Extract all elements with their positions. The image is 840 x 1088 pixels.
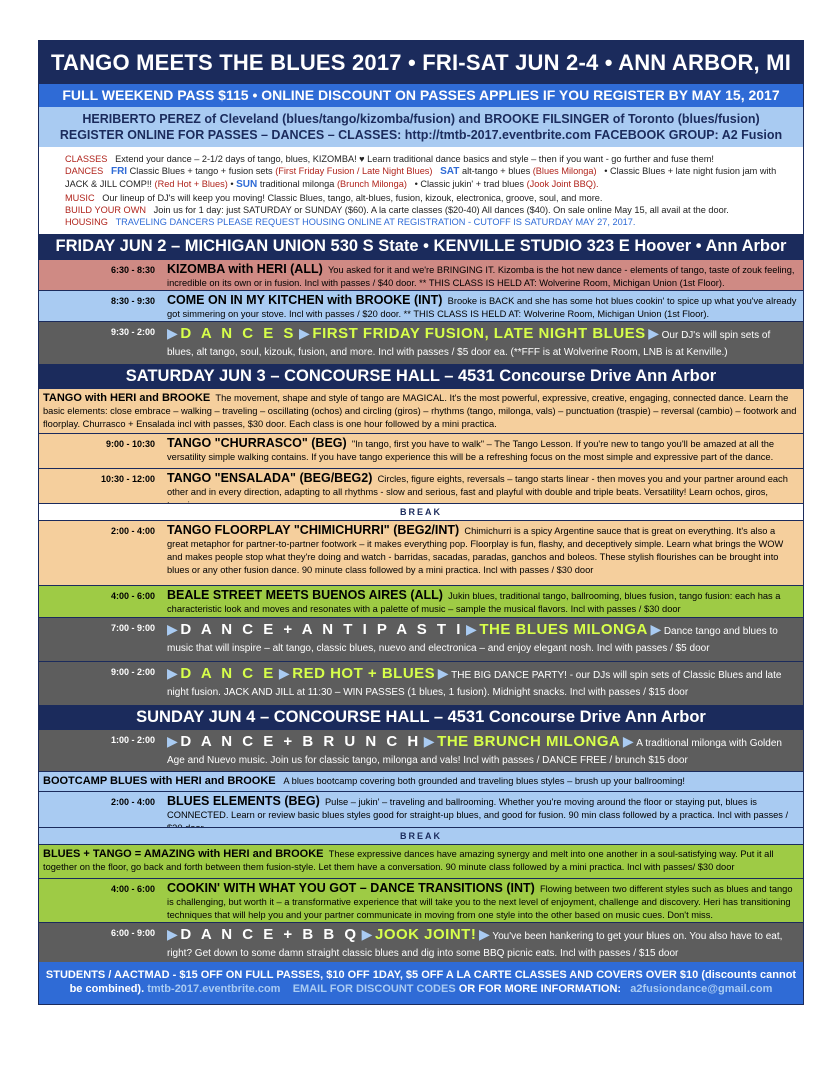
fri-label: FRI bbox=[110, 166, 128, 178]
event-time: 8:30 - 9:30 bbox=[110, 296, 155, 307]
sunday-brunch bbox=[39, 730, 803, 771]
classes-text: Extend your dance – 2-1/2 days of tango, blues, KIZOMBA! ♥ Learn traditional dance basics and style – then if you want - go further and fuse them! bbox=[115, 154, 714, 164]
event-time: 9:00 - 2:00 bbox=[110, 667, 155, 678]
event-time: 6:30 - 8:30 bbox=[110, 265, 155, 276]
sat-text: alt-tango + blues bbox=[461, 166, 531, 177]
sun-event-2: (Jook Joint BBQ). bbox=[526, 179, 599, 190]
sunday-break: BREAK bbox=[39, 827, 803, 844]
arrow-right-icon: ▶ bbox=[167, 733, 178, 750]
arrow-right-icon: ▶ bbox=[299, 325, 310, 342]
event-title: BLUES ELEMENTS (BEG) bbox=[167, 794, 320, 809]
sun-text: traditional milonga bbox=[259, 179, 335, 190]
fri-text: Classic Blues + tango + fusion sets bbox=[129, 166, 273, 177]
sun-label: SUN bbox=[236, 179, 258, 191]
event-title: KIZOMBA with HERI (ALL) bbox=[167, 262, 323, 277]
event-desc: These expressive dances have amazing synergy and melt into one another in a soul-satisfying way. Put it all together on the floor, go back and forth between them fusion-style. Let them have a conversation. 90 minute class followed by a mini practica. Incl with passes/ $30 door bbox=[43, 849, 774, 873]
dance-word: D A N C E + B R U N C H bbox=[180, 733, 422, 751]
event-title: TANGO "ENSALADA" (BEG/BEG2) bbox=[167, 471, 373, 486]
saturday-ensalada bbox=[39, 468, 803, 503]
event-title: TANGO "CHURRASCO" (BEG) bbox=[167, 436, 347, 451]
event-title: COOKIN' WITH WHAT YOU GOT – DANCE TRANSITIONS (INT) bbox=[167, 881, 535, 896]
music-text: Our lineup of DJ's will keep you moving! Classic Blues, tango, alt-blues, fusion, kizouk, electronica, groove, soul, and more. bbox=[102, 192, 603, 203]
arrow-right-icon: ▶ bbox=[437, 665, 449, 682]
email-discount-label: EMAIL FOR DISCOUNT CODES bbox=[292, 983, 456, 996]
event-title: TANGO with HERI and BROOKE bbox=[43, 392, 211, 405]
hosts-line: HERIBERTO PEREZ of Cleveland (blues/tango/kizomba/fusion) and BROOKE FILSINGER of Toronto (blues/fusion) bbox=[82, 112, 760, 126]
friday-kitchen bbox=[39, 290, 803, 321]
saturday-blues-milonga bbox=[39, 617, 803, 661]
arrow-right-icon: ▶ bbox=[478, 926, 490, 943]
event-title: THE BLUES MILONGA bbox=[479, 621, 648, 639]
event-desc: Chimichurri is a spicy Argentine sauce that is great on everything. It's also a great metaphor for partner-to-partner footwork – it makes everything pop. Floorplay is fun, flashy, and deceptively simple. Learn what brings the WOW and makes people stop what they're doing and watch - barridas, sacadas, paradas, ganchos and boleos. These stylish flourishes can be brought into blues or any other fusion dance. 90 minute class followed by a mini practica. Incl with passes / $30 door bbox=[167, 526, 784, 576]
sat-event: (Blues Milonga) bbox=[532, 166, 597, 177]
sat-text-2: • Classic Blues + late night fusion jam with JACK & JILL COMP!! bbox=[65, 166, 777, 190]
event-desc: Flowing between two different styles such as blues and tango is challenging, but worth it – a transformative experience that will take you to the next level of enjoyment, challenge and discovery. Heri has transitioning techniques that will help you and your partner communicate in moving from one style into the other based on music cues. Don't miss. bbox=[167, 884, 793, 921]
more-info-label: OR FOR MORE INFORMATION: bbox=[458, 983, 622, 996]
event-desc: You asked for it and we're BRINGING IT. Kizomba is the hot new dance - elements of tango, taste of zouk feeling, incredible on its own or in fusion. Incl with passes / $40 door. ** THIS CLASS IS HELD AT: Wolverine Room, Michigan Union (1st Floor). bbox=[167, 265, 795, 289]
housing-label: HOUSING bbox=[65, 217, 108, 228]
sat-label: SAT bbox=[440, 166, 460, 178]
arrow-right-icon: ▶ bbox=[167, 665, 178, 682]
friday-dances bbox=[39, 321, 803, 364]
event-desc: THE BIG DANCE PARTY! - our DJs will spin sets of Classic Blues and late night fusion. JACK AND JILL at 11:30 – WIN PASSES (1 blues, 1 fusion). Midnight snacks. Incl with passes / $15 door bbox=[167, 670, 782, 699]
arrow-right-icon: ▶ bbox=[648, 325, 660, 342]
dance-word: D A N C E + A N T I P A S T I bbox=[180, 621, 464, 639]
dance-word: D A N C E + B B Q bbox=[180, 926, 360, 944]
event-desc: Brooke is BACK and she has some hot blues cookin' to spice up what you've already got simmering on your stove. Incl with passes / $20 door. ** THIS CLASS IS HELD AT: Wolverine Room, Michigan Union (1st Floor). bbox=[167, 296, 797, 320]
register-line[interactable]: REGISTER ONLINE FOR PASSES – DANCES – CLASSES: http://tmtb-2017.eventbrite.com FACEBOOK GROUP: A2 Fusion bbox=[59, 128, 783, 142]
event-title: FIRST FRIDAY FUSION, LATE NIGHT BLUES bbox=[312, 325, 646, 343]
build-text: Join us for 1 day: just SATURDAY or SUNDAY ($60). A la carte classes ($20-40) All dances ($40). On sale online May 15, all avail at the door. bbox=[153, 204, 729, 215]
saturday-tango-intro bbox=[39, 389, 803, 433]
event-desc: You've been hankering to get your blues on. You also have to eat, right? Get down to some damn straight classic blues and dig into some BBQ picnic eats. Incl with passes / $15 door bbox=[167, 931, 783, 960]
event-desc: Pulse – jukin' – traveling and ballrooming. Whether you're moving around the floor or staying put, blues is CONNECTED. Learn or review basic blues styles good for straight-up blues, and good for fusion. 90 min class followed by a practica. Incl with passes / bbox=[167, 797, 789, 821]
music-info bbox=[65, 192, 793, 204]
event-time: 6:00 - 9:00 bbox=[110, 928, 155, 939]
event-time: 9:00 - 10:30 bbox=[105, 439, 155, 450]
event-time: 9:30 - 2:00 bbox=[110, 327, 155, 338]
event-desc: A traditional milonga with Golden Age and Nuevo music. Join us for classic tango, milonga and vals! Incl with passes / DANCE FREE / brunch $15 door bbox=[167, 738, 782, 767]
sunday-cookin bbox=[39, 878, 803, 922]
classes-info bbox=[65, 153, 793, 165]
friday-kizomba bbox=[39, 259, 803, 290]
arrow-right-icon: ▶ bbox=[622, 733, 634, 750]
arrow-right-icon: ▶ bbox=[650, 621, 662, 638]
event-title: COME ON IN MY KITCHEN with BROOKE (INT) bbox=[167, 293, 443, 308]
event-time: 4:00 - 6:00 bbox=[110, 591, 155, 602]
event-title: RED HOT + BLUES bbox=[292, 665, 436, 683]
saturday-chimichurri bbox=[39, 520, 803, 585]
housing-info bbox=[65, 216, 793, 228]
page-title: TANGO MEETS THE BLUES 2017 • FRI-SAT JUN 2-4 • ANN ARBOR, MI bbox=[39, 41, 803, 84]
dances-label: DANCES bbox=[65, 166, 104, 177]
event-title: TANGO FLOORPLAY "CHIMICHURRI" (BEG2/INT) bbox=[167, 523, 460, 538]
saturday-beale-street bbox=[39, 585, 803, 617]
event-time: 1:00 - 2:00 bbox=[110, 735, 155, 746]
sunday-blues-elements bbox=[39, 791, 803, 827]
event-title: BOOTCAMP BLUES with HERI and BROOKE bbox=[43, 775, 276, 788]
sunday-bootcamp bbox=[39, 771, 803, 791]
build-label: BUILD YOUR OWN bbox=[65, 204, 146, 215]
event-title: BLUES + TANGO = AMAZING with HERI and BROOKE bbox=[43, 848, 324, 861]
event-time: 2:00 - 4:00 bbox=[110, 797, 155, 808]
sunday-jook-joint bbox=[39, 922, 803, 962]
build-info bbox=[65, 204, 793, 216]
dance-word: D A N C E bbox=[180, 665, 277, 683]
housing-text: TRAVELING DANCERS PLEASE REQUEST HOUSING ONLINE AT REGISTRATION - CUTOFF IS SATURDAY MAY 27, 2017. bbox=[115, 217, 636, 228]
pass-banner: FULL WEEKEND PASS $115 • ONLINE DISCOUNT ON PASSES APPLIES IF YOU REGISTER BY MAY 15, 2017 bbox=[39, 84, 803, 107]
event-desc: Dance tango and blues to music that will inspire – alt tango, classic blues, nuevo and electronica – and enjoy elegant nosh. Incl with passes / $5 door bbox=[167, 626, 778, 655]
event-time: 7:00 - 9:00 bbox=[110, 623, 155, 634]
arrow-right-icon: ▶ bbox=[465, 621, 477, 638]
arrow-right-icon: ▶ bbox=[278, 665, 290, 682]
event-title: JOOK JOINT! bbox=[375, 926, 477, 944]
arrow-right-icon: ▶ bbox=[423, 733, 435, 750]
saturday-break: BREAK bbox=[39, 503, 803, 520]
event-time: 10:30 - 12:00 bbox=[100, 474, 155, 485]
info-block bbox=[39, 147, 803, 234]
event-desc: A blues bootcamp covering both grounded and traveling blues styles – brush up your ballrooming! bbox=[283, 776, 685, 787]
friday-heading: FRIDAY JUN 2 – MICHIGAN UNION 530 S State • KENVILLE STUDIO 323 E Hoover • Ann Arbor bbox=[39, 234, 803, 259]
saturday-red-hot bbox=[39, 661, 803, 705]
sun-event: (Brunch Milonga) bbox=[336, 179, 407, 190]
event-title: BEALE STREET MEETS BUENOS AIRES (ALL) bbox=[167, 588, 443, 603]
hosts-banner bbox=[39, 107, 803, 147]
classes-label: CLASSES bbox=[65, 154, 108, 164]
event-desc: The movement, shape and style of tango are MAGICAL. It's the most powerful, expressive, creative, engaging, connected dance. Learn the basic elements: close embrace – walking – traveling – oscillating (ochos) and circling (giros) – rhythms (tango, milonga, vals) – punctuation (traspie) – reversal (cambio) – footwork and floorplay. Churrasco + Ensalada incl with passes, $30 door. Each class is one hour followed by a mini practica. bbox=[43, 393, 797, 430]
contact-email[interactable]: a2fusiondance@gmail.com bbox=[630, 983, 773, 996]
dance-word: D A N C E S bbox=[180, 325, 297, 343]
sunday-blues-tango bbox=[39, 844, 803, 878]
event-desc: Circles, figure eights, reversals – tango starts linear - then moves you and your partner around each other and in every direction, adapting to all rhythms - slow and serious, fast and playful with double and triple beats. Versatility! Learn ochos, giros, bbox=[167, 474, 788, 498]
arrow-right-icon: ▶ bbox=[167, 325, 178, 342]
saturday-heading: SATURDAY JUN 3 – CONCOURSE HALL – 4531 Concourse Drive Ann Arbor bbox=[39, 364, 803, 389]
saturday-churrasco bbox=[39, 433, 803, 468]
music-label: MUSIC bbox=[65, 192, 95, 203]
event-desc: Jukin blues, traditional tango, ballrooming, blues fusion, tango fusion: each has a characteristic look and moves and resonates with a palette of music – sample the musical flavors. Incl with passes / $30 door bbox=[167, 591, 781, 615]
sun-text-2: • Classic jukin' + trad blues bbox=[414, 179, 525, 190]
arrow-right-icon: ▶ bbox=[361, 926, 373, 943]
flyer bbox=[38, 40, 804, 1005]
sat-event-2: (Red Hot + Blues) bbox=[154, 179, 228, 190]
event-desc: "In tango, first you have to walk" – The Tango Lesson. If you're new to tango you'll be amazed at all the versatility simple walking contains. If you have tango experience this will be a refreshing focus on the most simple and expressive part of the dance. bbox=[167, 439, 775, 463]
event-desc: Our DJ's will spin sets of blues, alt tango, soul, kizouk, fusion, and more. Incl with passes / $5 door ea. (**FFF is at Wolverine Room, LNB is at Kenville.) bbox=[167, 330, 771, 359]
sunday-heading: SUNDAY JUN 4 – CONCOURSE HALL – 4531 Concourse Drive Ann Arbor bbox=[39, 705, 803, 730]
arrow-right-icon: ▶ bbox=[167, 926, 178, 943]
event-title: THE BRUNCH MILONGA bbox=[437, 733, 621, 751]
event-time: 2:00 - 4:00 bbox=[110, 526, 155, 537]
student-discount: STUDENTS / AACTMAD - $15 OFF ON FULL PASSES, $10 OFF 1DAY, $5 OFF A LA CARTE CLASSES AND COVERS OVER $10 (discounts cannot be combined). bbox=[45, 969, 797, 996]
arrow-right-icon: ▶ bbox=[167, 621, 178, 638]
footer bbox=[39, 962, 803, 1004]
eventbrite-link[interactable]: tmtb-2017.eventbrite.com bbox=[147, 983, 281, 996]
event-time: 4:00 - 6:00 bbox=[110, 884, 155, 895]
dances-info: DANCES FRI Classic Blues + tango + fusion sets (First Friday Fusion / Late Night Blues) SAT alt-tango + blues (Blues Milonga) • Classic Blues + late night fusion jam with JACK & JILL COMP!! (Red Hot + Blues) • SUN traditional milonga (Brunch Milonga) • Classic jukin' + trad blues (Jook Joint BBQ). bbox=[65, 166, 777, 191]
fri-events: (First Friday Fusion / Late Night Blues) bbox=[275, 166, 433, 177]
